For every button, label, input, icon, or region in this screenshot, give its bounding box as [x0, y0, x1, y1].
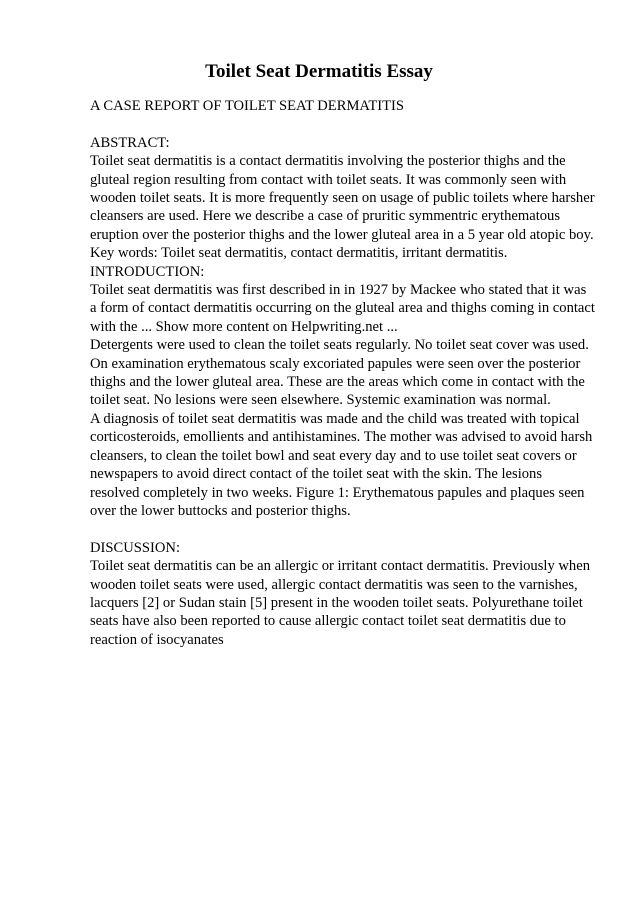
- document-title: Toilet Seat Dermatitis Essay: [205, 61, 433, 82]
- abstract-heading: ABSTRACT:: [90, 134, 170, 151]
- keywords-line: Key words: Toilet seat dermatitis, contact dermatitis, irritant dermatitis.: [90, 245, 508, 262]
- case-report-heading: A CASE REPORT OF TOILET SEAT DERMATITIS: [90, 98, 405, 114]
- paragraph-spacer: [90, 520, 595, 538]
- discussion-heading: DISCUSSION:: [90, 539, 181, 556]
- introduction-heading: INTRODUCTION:: [90, 263, 205, 280]
- diagnosis-paragraph: A diagnosis of toilet seat dermatitis was made and the child was treated with topical corticosteroids, emollients and antihistamines. The mother was advised to avoid harsh cleansers, to clean the toilet bowl and seat every day and to use toilet seat covers or newspapers to avoid direct contact of the toilet seat with the skin. The lesions resolved completely in two weeks. Figure 1: Erythematous papules and plaques seen over the lower buttocks and posterior thighs.: [90, 410, 593, 519]
- abstract-paragraph: Toilet seat dermatitis is a contact dermatitis involving the posterior thighs and the gluteal region resulting from contact with toilet seats. It was commonly seen with wooden toilet seats. It is more frequently seen on usage of public toilets where harsher cleansers are used. Here we describe a case of pruritic symmentric erythematous eruption over the posterior thighs and the lower gluteal area in a 5 year old atopic boy.: [90, 153, 595, 243]
- document-body: [90, 97, 595, 649]
- paragraph-spacer: [90, 115, 595, 133]
- introduction-paragraph: Toilet seat dermatitis was first described in in 1927 by Mackee who stated that it was a form of contact dermatitis occurring on the gluteal area and thighs coming in contact with the ... Show more content on Helpwriting.net ...: [90, 282, 595, 335]
- detergents-paragraph: Detergents were used to clean the toilet seats regularly. No toilet seat cover was used. On examination erythematous scaly excoriated papules were seen over the posterior thighs and the lower gluteal area. These are the areas which come in contact with the toilet seat. No lesions were seen elsewhere. Systemic examination was normal.: [90, 337, 589, 409]
- discussion-paragraph: Toilet seat dermatitis can be an allergic or irritant contact dermatitis. Previously when wooden toilet seats were used, allergic contact dermatitis was seen to the varnishes, lacquers [2] or Sudan stain [5] present in the wooden toilet seats. Polyurethane toilet seats have also been reported to cause allergic contact toilet seat dermatitis due to reaction of isocyanates: [90, 558, 591, 648]
